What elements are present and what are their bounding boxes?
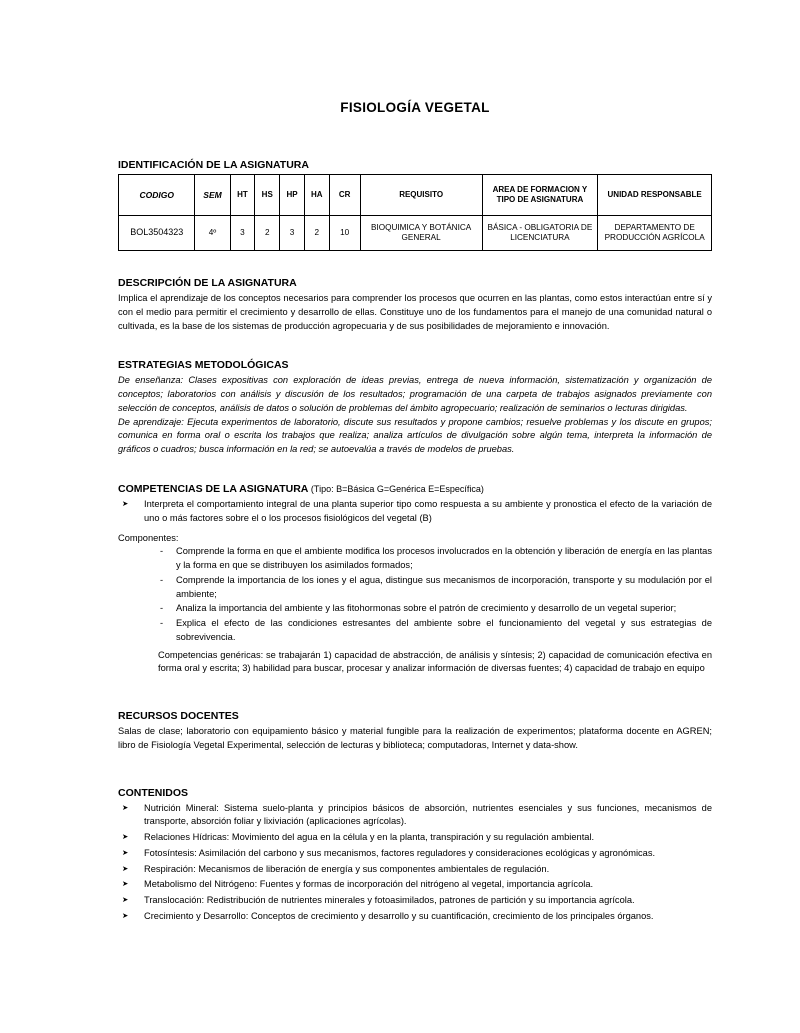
components-list [158,545,712,644]
components-label: Componentes: [118,533,179,544]
list-item: ➤ Interpreta el comportamiento integral de una planta superior tipo como respuesta a su ambiente y pronostica el efecto de la variación de uno o más factores sobre el o los procesos fisiológicos del vegetal (B) [118,498,712,526]
methodology-learning [118,416,712,457]
table-header-cell: CODIGO [119,175,195,216]
table-header-cell: HP [280,175,305,216]
table-header-cell: REQUISITO [360,175,482,216]
table-cell-codigo: BOL3504323 [119,216,195,251]
course-identification-table [118,174,712,251]
table-header-cell: HT [230,175,255,216]
section-heading-competencies [118,483,712,495]
competencies-main-list [118,498,712,526]
section-heading-contents: CONTENIDOS [118,786,189,799]
resources-text: Salas de clase; laboratorio con equipamiento básico y material fungible para la realización de experimentos; plataforma docente en AGREN; libro de Fisiología Vegetal Experimental, selección de lecturas y biblioteca; computadoras, Internet y data-show. [118,726,712,750]
list-item: - Analiza la importancia del ambiente y las fitohormonas sobre el patrón de crecimiento y desarrollo de un vegetal superior; [158,602,712,616]
methodology-section [118,359,712,457]
contents-list [118,802,712,924]
table-cell-sem: 4º [195,216,230,251]
table-header-cell: SEM [195,175,230,216]
list-item: ➤ Metabolismo del Nitrógeno: Fuentes y formas de incorporación del nitrógeno al vegetal, importancia agrícola. [118,878,712,892]
page-title: FISIOLOGÍA VEGETAL [340,100,490,115]
list-item: ➤ Nutrición Mineral: Sistema suelo-planta y principios básicos de absorción, nutrientes esenciales y sus funciones, mecanismos de transporte, absorción foliar y lixiviación (aplicaciones agrícolas). [118,802,712,830]
table-cell-requisito: BIOQUIMICA Y BOTÁNICA GENERAL [360,216,482,251]
table-header-cell: HS [255,175,280,216]
section-heading-methodology: ESTRATEGIAS METODOLÓGICAS [118,359,289,372]
table-cell-area: BÁSICA - OBLIGATORIA DE LICENCIATURA [482,216,598,251]
identification-section [118,159,712,251]
list-item: ➤ Fotosíntesis: Asimilación del carbono y sus mecanismos, factores reguladores y consideraciones ecológicas y agronómicas. [118,847,712,861]
section-heading-description: DESCRIPCIÓN DE LA ASIGNATURA [118,277,297,289]
table-header-cell: CR [329,175,360,216]
description-text: Implica el aprendizaje de los conceptos necesarios para comprender los procesos que ocurren en las plantas, como estos interactúan entre sí y con el medio para permitir el crecimiento y desarrollo de ellas. Constituye uno de los fundamentos para el manejo de una comunidad natural o cultivada, es la base de los sistemas de producción agropecuaria y de sus posibilidades de mejoramiento e innovación. [118,293,712,331]
table-header-cell: UNIDAD RESPONSABLE [598,175,712,216]
table-cell-hs: 2 [255,216,280,251]
table-cell-cr: 10 [329,216,360,251]
table-cell-ha: 2 [304,216,329,251]
contents-section [118,787,712,924]
methodology-teaching-label: De enseñanza: [118,375,184,386]
methodology-teaching [118,374,712,415]
list-item: ➤ Relaciones Hídricas: Movimiento del agua en la célula y en la planta, transpiración y su regulación ambiental. [118,831,712,845]
table-header-row [119,175,712,216]
competencies-heading-note: (Tipo: B=Básica G=Genérica E=Específica) [310,483,484,494]
table-header-cell: AREA DE FORMACION Y TIPO DE ASIGNATURA [482,175,598,216]
table-cell-hp: 3 [280,216,305,251]
list-item: - Comprende la forma en que el ambiente modifica los procesos involucrados en la obtención y liberación de energía en las plantas y la forma en que se distribuyen los asimilados formados; [158,545,712,573]
list-item: ➤ Translocación: Redistribución de nutrientes minerales y fotoasimilados, patrones de partición y su importancia agrícola. [118,894,712,908]
methodology-learning-label: De aprendizaje: [118,416,184,427]
resources-section [118,710,712,753]
table-cell-unidad: DEPARTAMENTO DE PRODUCCIÓN AGRÍCOLA [598,216,712,251]
description-section [118,277,712,333]
methodology-learning-text: Ejecuta experimentos de laboratorio, discute sus resultados y propone cambios; resuelve problemas y los discute en grupos; comunica en forma oral o escrita los trabajos que realiza; analiza artículos de divulgación sobre algún tema, interpreta la información de gráficos o cuadros; busca información en la red; se autoevalúa a través de modelos de pruebas. [118,416,712,454]
list-item: ➤ Crecimiento y Desarrollo: Conceptos de crecimiento y desarrollo y su cuantificación, crecimiento de los principales órganos. [118,910,712,924]
table-row [119,216,712,251]
section-heading-identification: IDENTIFICACIÓN DE LA ASIGNATURA [118,159,309,171]
list-item: - Comprende la importancia de los iones y el agua, distingue sus mecanismos de incorporación, transporte y su modulación por el ambiente; [158,574,712,602]
competencies-heading-text: COMPETENCIAS DE LA ASIGNATURA [118,482,308,495]
methodology-teaching-text: Clases expositivas con exploración de ideas previas, entrega de nueva información, sistematización y organización de conceptos; laboratorios con análisis y discusión de los resultados; programación de una carpeta de trabajos asignados previamente con selección de conceptos, análisis de datos o solución de problemas del ámbito agropecuario; realización de seminarios o lecturas dirigidas. [118,375,712,413]
generic-competencies-text: Competencias genéricas: se trabajarán 1) capacidad de abstracción, de análisis y síntesis; 2) capacidad de comunicación efectiva en forma oral y escrita; 3) habilidad para buscar, procesar y analizar información de diversas fuentes; 4) capacidad de trabajo en equipo [158,649,712,674]
competencies-section [118,483,712,676]
section-heading-resources: RECURSOS DOCENTES [118,710,239,722]
list-item: ➤ Respiración: Mecanismos de liberación de energía y sus componentes ambientales de regulación. [118,863,712,877]
list-item: - Explica el efecto de las condiciones estresantes del ambiente sobre el funcionamiento del vegetal y sus estrategias de sobrevivencia. [158,617,712,645]
table-cell-ht: 3 [230,216,255,251]
table-header-cell: HA [304,175,329,216]
